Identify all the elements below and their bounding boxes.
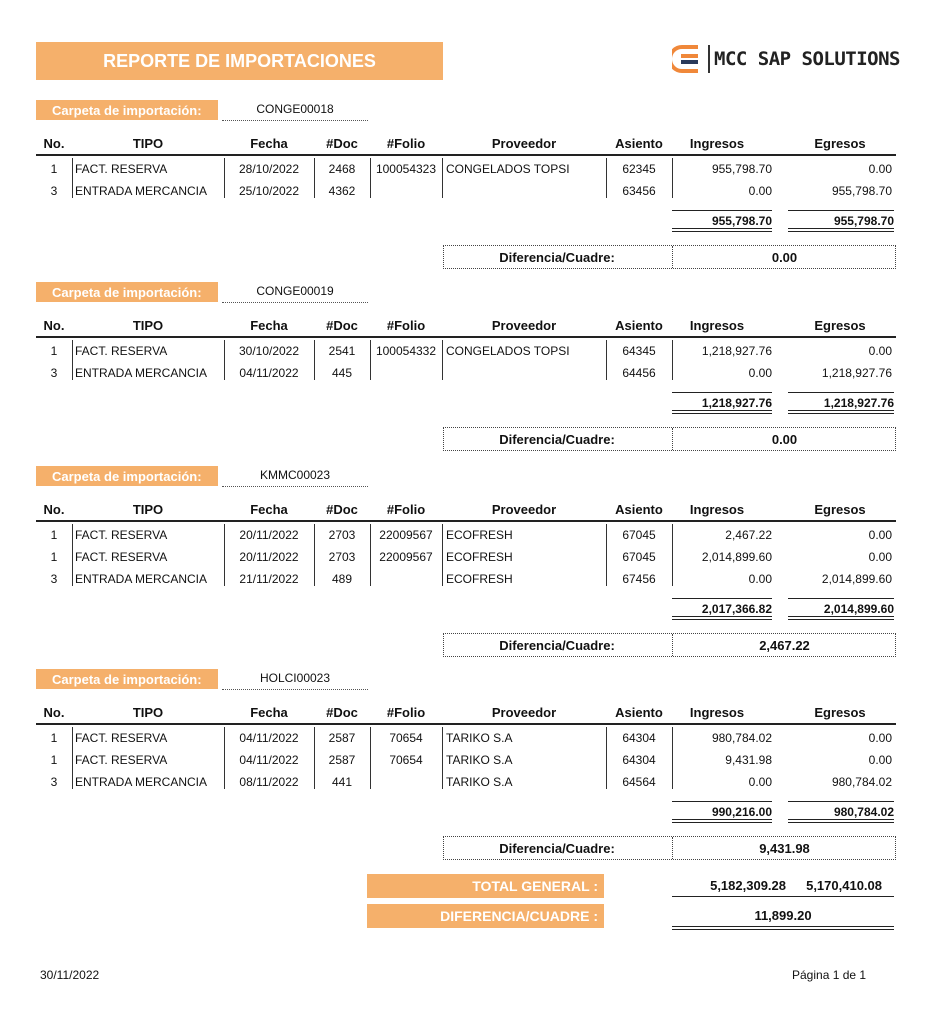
cell-egr: 0.00 — [868, 731, 892, 745]
mcc-logo-icon — [672, 43, 706, 75]
cell-tipo: FACT. RESERVA — [75, 528, 168, 542]
cell-folio: 100054332 — [375, 344, 437, 358]
folder-value: CONGE00019 — [222, 283, 368, 303]
cell-asiento: 67045 — [622, 528, 656, 542]
column-divider — [314, 524, 315, 586]
cell-fecha: 20/11/2022 — [239, 528, 299, 542]
cell-fecha: 21/11/2022 — [239, 572, 299, 586]
cell-tipo: ENTRADA MERCANCIA — [75, 366, 208, 380]
column-divider — [314, 340, 315, 380]
cell-egr: 0.00 — [868, 528, 892, 542]
table-row — [36, 180, 896, 202]
column-divider — [442, 340, 443, 380]
cell-no: 3 — [50, 366, 58, 380]
cell-fecha: 08/11/2022 — [239, 775, 299, 789]
column-divider — [606, 158, 607, 198]
cell-folio: 70654 — [389, 753, 423, 767]
folder-label: Carpeta de importación: — [36, 466, 218, 486]
column-divider — [72, 524, 73, 586]
footer-date: 30/11/2022 — [40, 968, 100, 982]
column-header: Proveedor — [491, 502, 557, 517]
column-header: #Folio — [386, 136, 426, 151]
folder-label: Carpeta de importación: — [36, 669, 218, 689]
grand-diff-double-line — [672, 926, 894, 930]
cell-no: 1 — [50, 753, 58, 767]
column-header: Proveedor — [491, 318, 557, 333]
cell-asiento: 63456 — [622, 184, 656, 198]
column-header: No. — [43, 136, 65, 151]
table-row — [36, 362, 896, 384]
column-divider — [224, 158, 225, 198]
cell-no: 1 — [50, 550, 58, 564]
column-header: Ingresos — [689, 136, 745, 151]
column-divider — [72, 340, 73, 380]
cell-no: 1 — [50, 344, 58, 358]
column-header: No. — [43, 705, 65, 720]
cell-tipo: ENTRADA MERCANCIA — [75, 184, 208, 198]
cell-asiento: 62345 — [622, 162, 656, 176]
grand-total-line — [672, 896, 894, 897]
cell-fecha: 04/11/2022 — [239, 753, 299, 767]
cell-egr: 980,784.02 — [831, 775, 892, 789]
cell-prov: CONGELADOS TOPSI — [446, 162, 570, 176]
difference-box — [443, 245, 896, 269]
column-divider — [314, 727, 315, 789]
cell-egr: 0.00 — [868, 162, 892, 176]
difference-value: 9,431.98 — [759, 841, 810, 856]
cell-tipo: FACT. RESERVA — [75, 344, 168, 358]
cell-ing: 0.00 — [748, 184, 772, 198]
column-header: #Doc — [326, 136, 358, 151]
folder-value: KMMC00023 — [222, 467, 368, 487]
cell-ing: 0.00 — [748, 366, 772, 380]
table-row — [36, 158, 896, 180]
cell-asiento: 67045 — [622, 550, 656, 564]
difference-label: Diferencia/Cuadre: — [499, 638, 615, 653]
difference-value: 0.00 — [771, 250, 798, 265]
difference-value: 2,467.22 — [759, 638, 810, 653]
cell-ing: 955,798.70 — [711, 162, 772, 176]
cell-fecha: 25/10/2022 — [238, 184, 300, 198]
cell-fecha: 04/11/2022 — [239, 366, 299, 380]
column-header: Proveedor — [491, 136, 557, 151]
column-header: Asiento — [615, 136, 663, 151]
cell-prov: ECOFRESH — [446, 528, 513, 542]
logo-divider — [708, 45, 710, 73]
grand-diff-value: 11,899.20 — [754, 908, 812, 923]
cell-prov: TARIKO S.A — [446, 731, 513, 745]
table-header — [36, 502, 896, 522]
column-divider — [224, 524, 225, 586]
column-header: Egresos — [814, 705, 866, 720]
cell-egr: 0.00 — [868, 550, 892, 564]
cell-prov: TARIKO S.A — [446, 753, 513, 767]
table-row — [36, 340, 896, 362]
cell-doc: 2587 — [328, 753, 356, 767]
company-logo — [672, 42, 900, 76]
table-row — [36, 546, 896, 568]
column-divider — [442, 524, 443, 586]
column-header: Asiento — [615, 502, 663, 517]
folder-value: HOLCI00023 — [222, 670, 368, 690]
cell-folio: 22009567 — [379, 550, 433, 564]
column-header: #Doc — [326, 705, 358, 720]
column-header: TIPO — [132, 705, 164, 720]
cell-doc: 2703 — [328, 528, 356, 542]
column-divider — [672, 340, 673, 380]
cell-doc: 2587 — [328, 731, 356, 745]
column-divider — [370, 340, 371, 380]
column-header: Fecha — [250, 318, 288, 333]
logo-text: MCC SAP SOLUTIONS — [714, 48, 900, 70]
cell-ing: 9,431.98 — [725, 753, 772, 767]
column-header: #Doc — [326, 502, 358, 517]
table-row — [36, 524, 896, 546]
column-header: Egresos — [814, 502, 866, 517]
table-row — [36, 568, 896, 590]
cell-folio: 70654 — [389, 731, 423, 745]
total-ingresos: 955,798.70 — [672, 210, 772, 232]
folder-value: CONGE00018 — [222, 101, 368, 121]
column-header: Fecha — [250, 705, 288, 720]
column-header: Asiento — [615, 705, 663, 720]
cell-no: 3 — [50, 572, 58, 586]
column-header: Ingresos — [689, 502, 745, 517]
cell-tipo: FACT. RESERVA — [75, 162, 168, 176]
cell-egr: 1,218,927.76 — [821, 366, 892, 380]
difference-value: 0.00 — [771, 432, 798, 447]
total-ingresos: 2,017,366.82 — [672, 598, 772, 620]
folder-label: Carpeta de importación: — [36, 100, 218, 120]
difference-label: Diferencia/Cuadre: — [499, 841, 615, 856]
footer-page: Página 1 de 1 — [792, 968, 867, 982]
cell-no: 3 — [50, 775, 58, 789]
cell-tipo: FACT. RESERVA — [75, 550, 168, 564]
total-egresos: 955,798.70 — [788, 210, 894, 232]
cell-no: 1 — [50, 528, 58, 542]
column-divider — [224, 340, 225, 380]
cell-asiento: 64564 — [622, 775, 656, 789]
column-header: Fecha — [250, 136, 288, 151]
column-divider — [606, 727, 607, 789]
column-header: #Folio — [386, 318, 426, 333]
column-divider — [370, 158, 371, 198]
cell-fecha: 04/11/2022 — [239, 731, 299, 745]
column-header: Asiento — [615, 318, 663, 333]
cell-prov: ECOFRESH — [446, 550, 513, 564]
cell-tipo: FACT. RESERVA — [75, 731, 168, 745]
cell-doc: 445 — [331, 366, 353, 380]
total-egresos: 1,218,927.76 — [788, 392, 894, 414]
column-divider — [606, 340, 607, 380]
grand-total-label: TOTAL GENERAL : — [367, 874, 604, 898]
cell-egr: 2,014,899.60 — [821, 572, 892, 586]
cell-prov: CONGELADOS TOPSI — [446, 344, 570, 358]
total-ingresos: 990,216.00 — [672, 801, 772, 823]
cell-asiento: 64304 — [622, 753, 656, 767]
cell-fecha: 28/10/2022 — [238, 162, 300, 176]
column-divider — [224, 727, 225, 789]
cell-folio: 100054323 — [375, 162, 437, 176]
column-divider — [314, 158, 315, 198]
report-title: REPORTE DE IMPORTACIONES — [36, 42, 443, 80]
column-divider — [672, 524, 673, 586]
cell-fecha: 30/10/2022 — [238, 344, 300, 358]
table-row — [36, 749, 896, 771]
cell-ing: 0.00 — [748, 572, 772, 586]
column-header: Fecha — [250, 502, 288, 517]
table-header — [36, 136, 896, 156]
cell-doc: 441 — [331, 775, 353, 789]
column-header: TIPO — [132, 318, 164, 333]
table-row — [36, 727, 896, 749]
cell-doc: 4362 — [328, 184, 356, 198]
cell-ing: 1,218,927.76 — [701, 344, 772, 358]
cell-ing: 980,784.02 — [711, 731, 772, 745]
cell-asiento: 67456 — [622, 572, 656, 586]
cell-folio: 22009567 — [379, 528, 433, 542]
column-divider — [442, 727, 443, 789]
column-header: #Doc — [326, 318, 358, 333]
column-header: TIPO — [132, 136, 164, 151]
cell-asiento: 64456 — [622, 366, 656, 380]
difference-label: Diferencia/Cuadre: — [499, 250, 615, 265]
cell-asiento: 64345 — [622, 344, 656, 358]
column-divider — [370, 524, 371, 586]
column-header: #Folio — [386, 502, 426, 517]
column-header: No. — [43, 502, 65, 517]
difference-box — [443, 633, 896, 657]
cell-no: 3 — [50, 184, 58, 198]
cell-ing: 0.00 — [748, 775, 772, 789]
column-divider — [72, 158, 73, 198]
cell-fecha: 20/11/2022 — [239, 550, 299, 564]
cell-doc: 2703 — [328, 550, 356, 564]
cell-doc: 2468 — [328, 162, 356, 176]
column-header: #Folio — [386, 705, 426, 720]
cell-ing: 2,014,899.60 — [701, 550, 772, 564]
column-header: Egresos — [814, 136, 866, 151]
total-ingresos: 1,218,927.76 — [672, 392, 772, 414]
column-divider — [606, 524, 607, 586]
cell-prov: ECOFRESH — [446, 572, 513, 586]
difference-box — [443, 836, 896, 860]
grand-total-ingresos: 5,182,309.28 — [710, 878, 786, 893]
total-egresos: 2,014,899.60 — [788, 598, 894, 620]
table-header — [36, 705, 896, 725]
cell-tipo: ENTRADA MERCANCIA — [75, 775, 208, 789]
cell-tipo: ENTRADA MERCANCIA — [75, 572, 208, 586]
cell-tipo: FACT. RESERVA — [75, 753, 168, 767]
cell-prov: TARIKO S.A — [446, 775, 513, 789]
cell-egr: 0.00 — [868, 753, 892, 767]
grand-total-egresos: 5,170,410.08 — [806, 878, 882, 893]
cell-egr: 0.00 — [868, 344, 892, 358]
column-header: Ingresos — [689, 318, 745, 333]
cell-asiento: 64304 — [622, 731, 656, 745]
total-egresos: 980,784.02 — [788, 801, 894, 823]
column-divider — [672, 158, 673, 198]
folder-label: Carpeta de importación: — [36, 282, 218, 302]
table-header — [36, 318, 896, 338]
difference-label: Diferencia/Cuadre: — [499, 432, 615, 447]
cell-no: 1 — [50, 162, 58, 176]
column-divider — [672, 727, 673, 789]
column-divider — [370, 727, 371, 789]
column-header: TIPO — [132, 502, 164, 517]
grand-diff-label: DIFERENCIA/CUADRE : — [367, 904, 604, 928]
cell-doc: 2541 — [328, 344, 356, 358]
cell-egr: 955,798.70 — [831, 184, 892, 198]
column-header: No. — [43, 318, 65, 333]
cell-no: 1 — [50, 731, 58, 745]
column-header: Proveedor — [491, 705, 557, 720]
difference-box — [443, 427, 896, 451]
column-divider — [442, 158, 443, 198]
cell-ing: 2,467.22 — [725, 528, 772, 542]
column-header: Egresos — [814, 318, 866, 333]
cell-doc: 489 — [331, 572, 353, 586]
table-row — [36, 771, 896, 793]
column-divider — [72, 727, 73, 789]
column-header: Ingresos — [689, 705, 745, 720]
